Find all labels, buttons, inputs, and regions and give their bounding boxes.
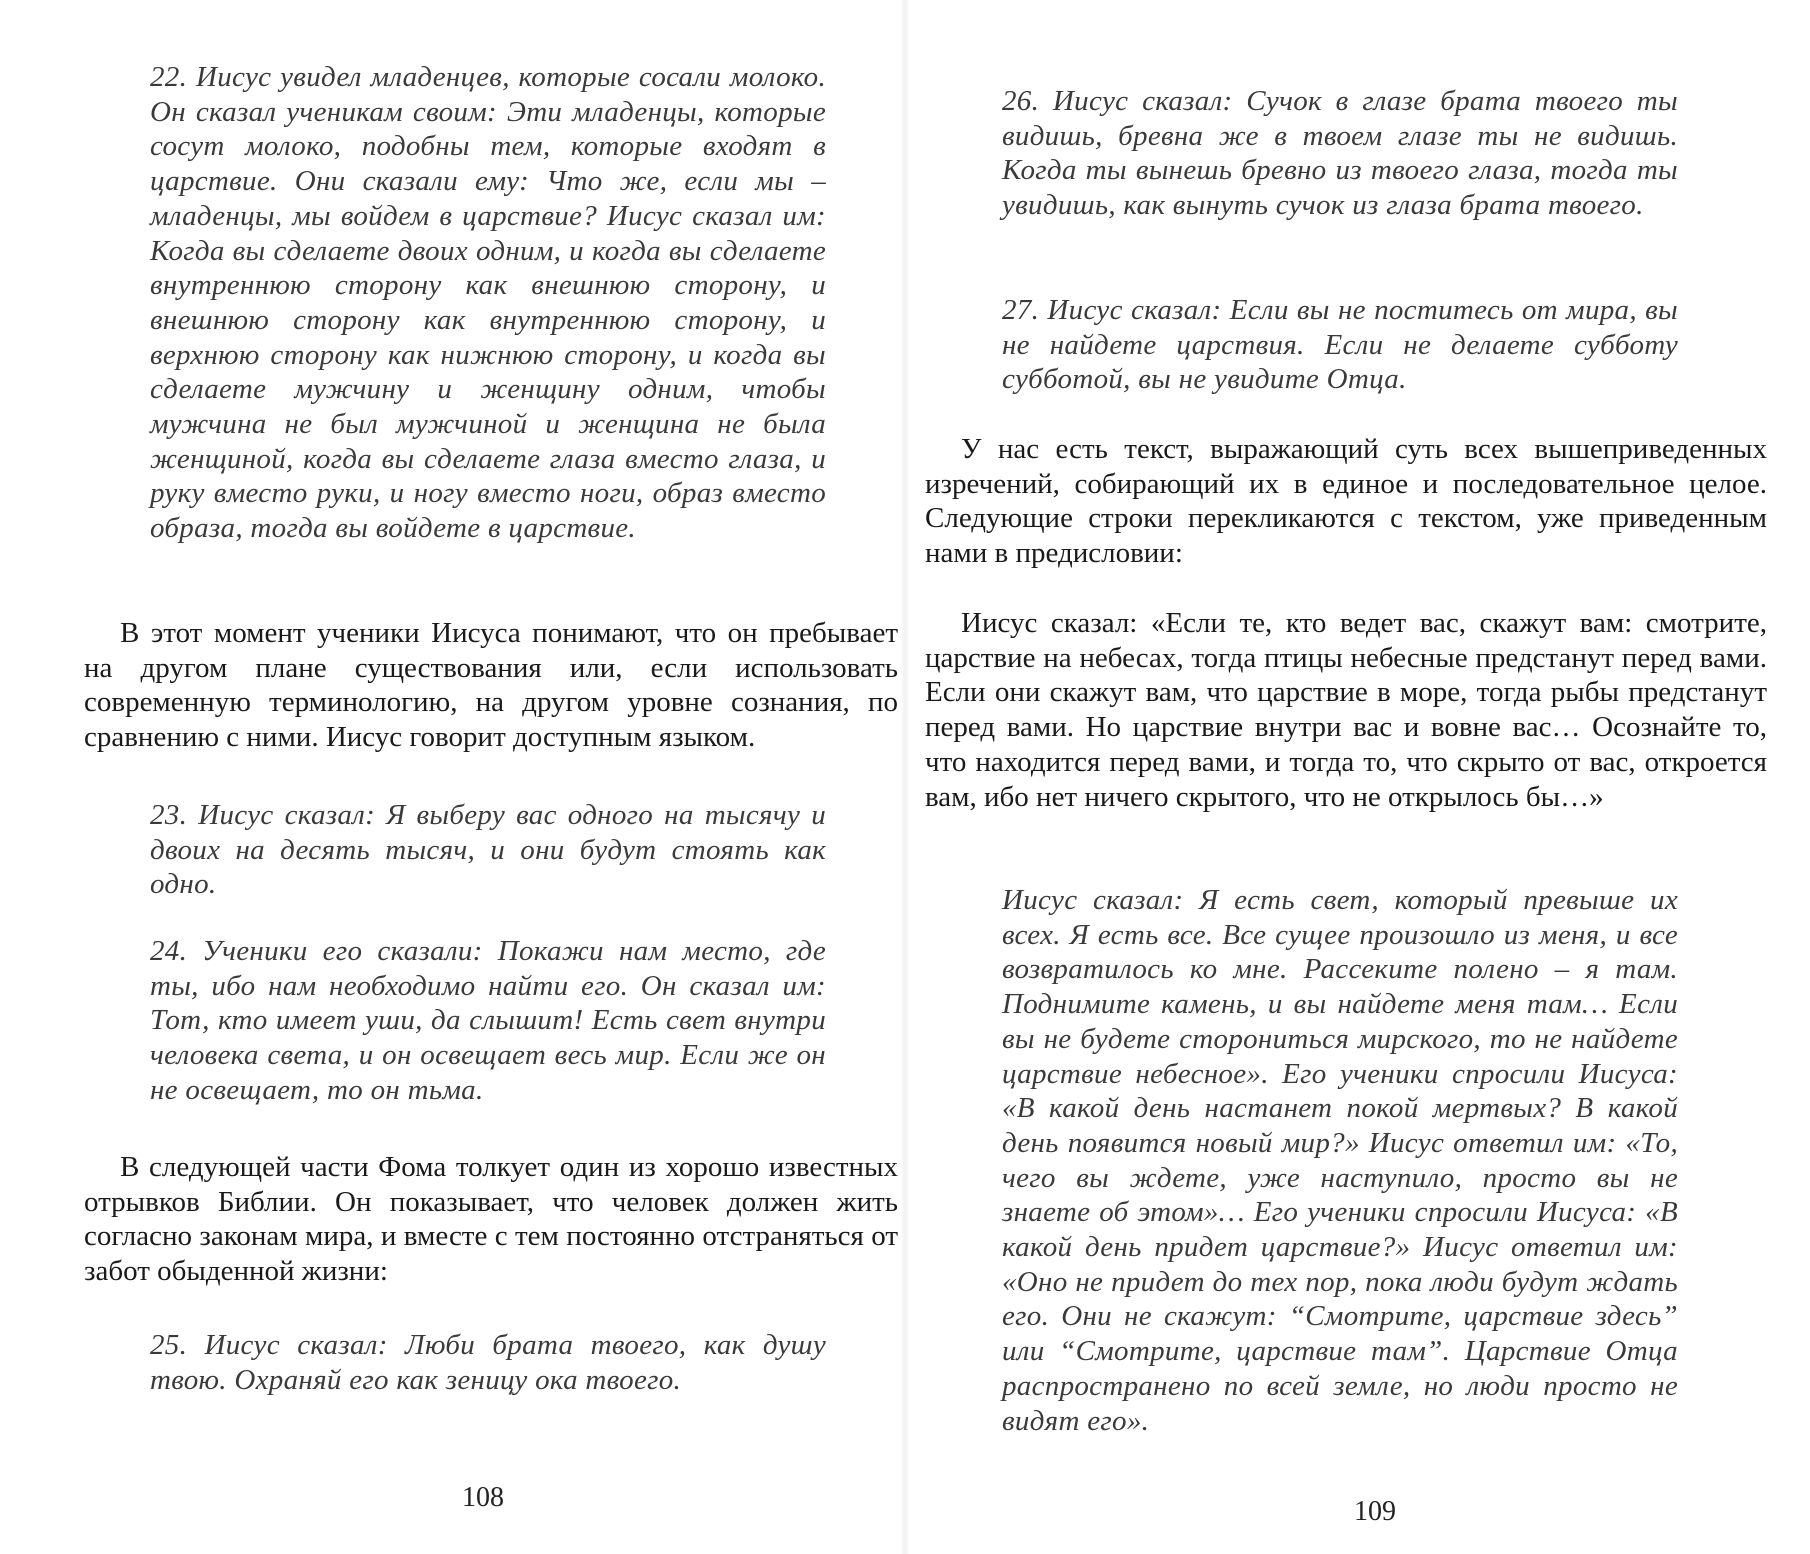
saying-25: 25. Иисус сказал: Люби брата твоего, как душу твою. Охраняй его как зеницу ока твоего.	[150, 1329, 826, 1396]
commentary-paragraph-4: Иисус сказал: «Если те, кто ведет вас, скажут вам: смотрите, царствие на небесах, тогда птицы небесные предстанут перед вами. Если они скажут вам, что царствие в море, тогда рыбы предстанут перед вами. Но царствие внутри вас и вовне вас… Осознайте то, что находится перед вами, и тогда то, что скрыто от вас, откроется вам, ибо нет ничего скрытого, что не открылось бы…»	[925, 607, 1767, 813]
saying-26: 26. Иисус сказал: Сучок в глазе брата твоего ты видишь, бревна же в твоем глазе ты не видишь. Когда ты вынешь бревно из твоего глаза, тогда ты увидишь, как вынуть сучок из глаза брата твоего.	[1002, 85, 1678, 222]
page-number-left: 108	[462, 1482, 504, 1513]
saying-24: 24. Ученики его сказали: Покажи нам место, где ты, ибо нам необходимо найти его. Он сказал им: Тот, кто имеет уши, да слышит! Есть свет внутри человека света, и он освещает весь мир. Если же он не освещает, то он тьма.	[150, 935, 826, 1106]
commentary-paragraph-3: У нас есть текст, выражающий суть всех вышеприведенных изречений, собирающий их в единое и последовательное целое. Следующие строки перекликаются с текстом, уже приведенным нами в предисловии:	[925, 433, 1767, 570]
saying-22: 22. Иисус увидел младенцев, которые сосали молоко. Он сказал ученикам своим: Эти младенцы, которые сосут молоко, подобны тем, которые входят в царствие. Они сказали ему: Что же, если мы – младенцы, мы войдем в царствие? Иисус сказал им: Когда вы сделаете двоих одним, и когда вы сделаете внутреннюю сторону как внешнюю сторону, и внешнюю сторону как внутреннюю сторону, и верхнюю сторону как нижнюю сторону, и когда вы сделаете мужчину и женщину одним, чтобы мужчина не был мужчиной и женщина не была женщиной, когда вы сделаете глаза вместо глаза, и руку вместо руки, и ногу вместо ноги, образ вместо образа, тогда вы войдете в царствие.	[150, 61, 826, 545]
saying-27: 27. Иисус сказал: Если вы не поститесь от мира, вы не найдете царствия. Если не делаете субботу субботой, вы не увидите Отца.	[1002, 294, 1678, 396]
saying-23: 23. Иисус сказал: Я выберу вас одного на тысячу и двоих на десять тысяч, и они будут стоять как одно.	[150, 799, 826, 901]
page-number-right: 109	[1354, 1496, 1396, 1527]
commentary-paragraph-1: В этот момент ученики Иисуса понимают, что он пребывает на другом плане существования или, если использовать современную терминологию, на другом уровне сознания, по сравнению с ними. Иисус говорит доступным языком.	[84, 617, 898, 754]
commentary-paragraph-2: В следующей части Фома толкует один из хорошо известных отрывков Библии. Он показывает, что человек должен жить согласно законам мира, и вместе с тем постоянно отстраняться от забот обыденной жизни:	[84, 1151, 898, 1288]
saying-final: Иисус сказал: Я есть свет, который превыше их всех. Я есть все. Все сущее произошло из меня, и все возвратилось ко мне. Рассеките полено – я там. Поднимите камень, и вы найдете меня там… Если вы не будете сторониться мирского, то не найдете царствие небесное». Его ученики спросили Иисуса: «В какой день настанет покой мертвых? В какой день появится новый мир?» Иисус ответил им: «То, чего вы ждете, уже наступило, просто вы не знаете об этом»… Его ученики спросили Иисуса: «В какой день придет царствие?» Иисус ответил им: «Оно не придет до тех пор, пока люди будут ждать его. Они не скажут: “Смотрите, царствие здесь” или “Смотрите, царствие там”. Царствие Отца распространено по всей земле, но люди просто не видят его».	[1002, 884, 1678, 1437]
right-page	[905, 0, 1810, 1554]
